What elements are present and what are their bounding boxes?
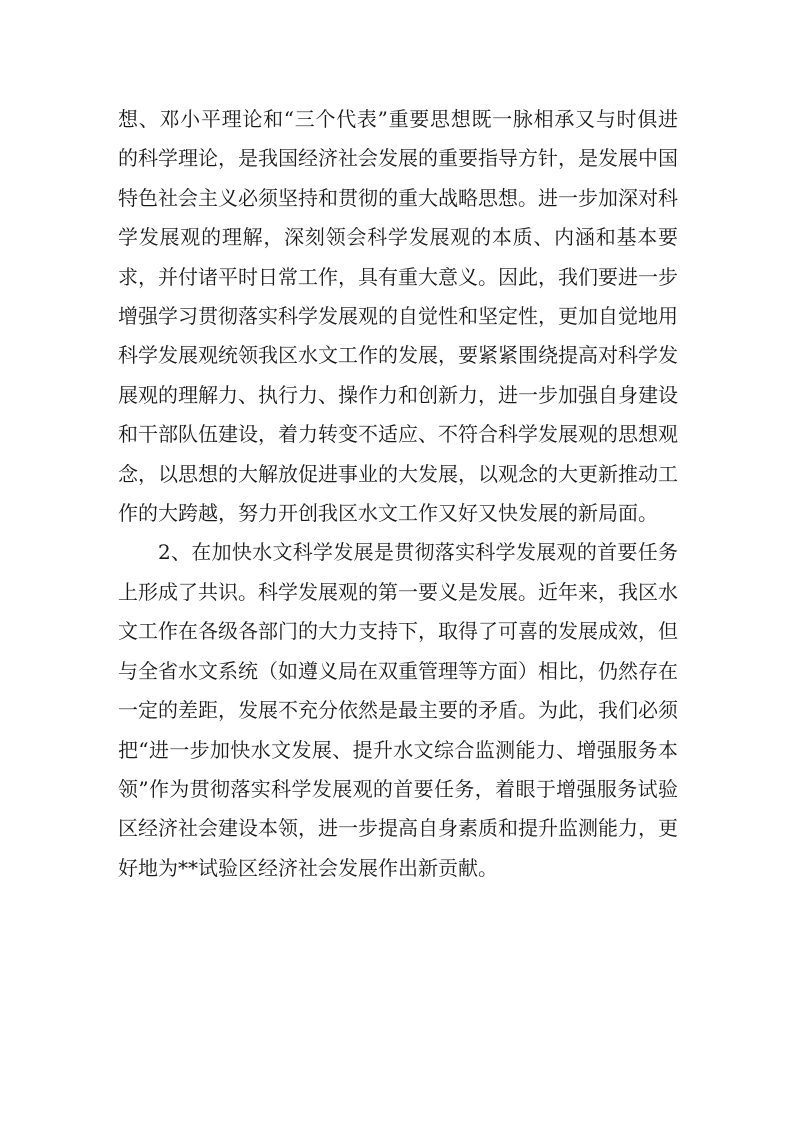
document-body [118, 100, 678, 888]
paragraph-section-2: 2、在加快水文科学发展是贯彻落实科学发展观的首要任务上形成了共识。科学发展观的第一要义是发展。近年来，我区水文工作在各级各部门的大力支持下，取得了可喜的发展成效，但与全省水文系统（如遵义局在双重管理等方面）相比，仍然存在一定的差距，发展不充分依然是最主要的矛盾。为此，我们必须把“进一步加快水文发展、提升水文综合监测能力、增强服务本领”作为贯彻落实科学发展观的首要任务，着眼于增强服务试验区经济社会建设本领，进一步提高自身素质和提升监测能力，更好地为**试验区经济社会发展作出新贡献。 [118, 540, 678, 880]
paragraph-continuation: 想、邓小平理论和“三个代表”重要思想既一脉相承又与时俱进的科学理论，是我国经济社会发展的重要指导方针，是发展中国特色社会主义必须坚持和贯彻的重大战略思想。进一步加深对科学发展观的理解，深刻领会科学发展观的本质、内涵和基本要求，并付诸平时日常工作，具有重大意义。因此，我们要进一步增强学习贯彻落实科学发展观的自觉性和坚定性，更加自觉地用科学发展观统领我区水文工作的发展，要紧紧围绕提高对科学发展观的理解力、执行力、操作力和创新力，进一步加强自身建设和干部队伍建设，着力转变不适应、不符合科学发展观的思想观念，以思想的大解放促进事业的大发展，以观念的大更新推动工作的大跨越，努力开创我区水文工作又好又快发展的新局面。 [118, 107, 678, 526]
